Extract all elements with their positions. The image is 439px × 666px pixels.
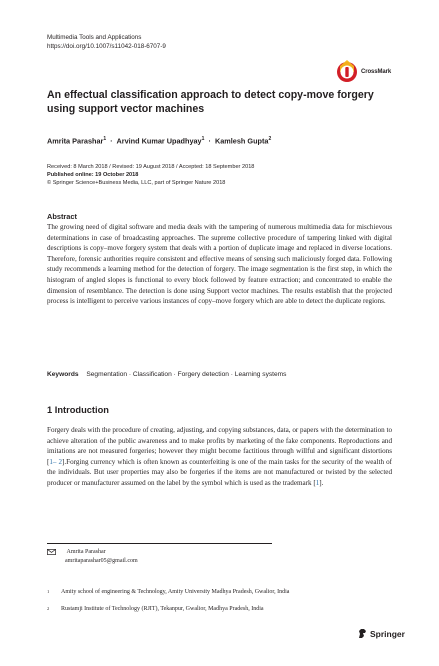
publication-dates bbox=[47, 164, 397, 187]
author-name[interactable]: Amrita Parashar bbox=[47, 136, 104, 146]
history-dates: Received: 8 March 2018 / Revised: 19 August 2018 / Accepted: 18 September 2018 bbox=[47, 164, 255, 170]
abstract-text: The growing need of digital software and media deals with the tampering of numerous multimedia data for mischievous determinations in case of broadcasting approaches. The supreme collective procedure of tampering linked with digital descriptions is copy–move forgery system that deals with a portion of duplicate image and replaced in diverse locations. Therefore, forensic authorities require consistent and effective means of sensing such maliciously forged data. Following study recommends a learning method for the detection of forgery. The image segmentation is the first step, in which the histogram of angled slopes is functional to every block followed by feature extraction; and concentrated to enable the dimension of resemblance. The detection is done using Support vector machines. The results establish that the projected process is intelligent to perceive various instances of copy–move forgery which are able to detect the duplicate regions. bbox=[47, 223, 392, 306]
author-separator: · bbox=[108, 136, 115, 146]
intro-paragraph-part: Forgery deals with the procedure of creating, adjusting, and copying substances, data, or papers with the determination to achieve alteration of the public awareness and to make profits by marketing of the fake components. Reproductions and imitations are not measured forgeries; however they might become factitious through willful and significant distortions [ bbox=[47, 426, 392, 466]
introduction-text bbox=[47, 425, 392, 489]
affiliation bbox=[47, 588, 407, 596]
intro-paragraph-part: ]. bbox=[319, 478, 324, 487]
footnote-divider bbox=[47, 543, 272, 544]
citation-link[interactable]: 1– 2 bbox=[49, 457, 63, 466]
paper-title: An effectual classification approach to detect copy-move forgery using support vector machines bbox=[47, 89, 374, 115]
correspondent-email[interactable]: amritaparashar05@gmail.com bbox=[65, 557, 138, 564]
keywords-heading: Keywords bbox=[47, 371, 79, 378]
abstract-heading: Abstract bbox=[47, 212, 77, 221]
author-name[interactable]: Arvind Kumar Upadhyay bbox=[116, 136, 202, 146]
section-heading-introduction: 1 Introduction bbox=[47, 405, 109, 415]
intro-paragraph-part: ].Forging currency which is often known as counterfeiting is one of the main tasks for the security of the wealth of the individuals. But user properties may also be forgeries if the items are not manufactured or twisted by the selected producer or manufacturer assumed on the label by the symbol which is used as the trademark [ bbox=[47, 457, 392, 487]
published-online: Published online: 19 October 2018 bbox=[47, 171, 139, 178]
author-list bbox=[47, 136, 387, 145]
springer-logo bbox=[357, 628, 405, 639]
author-affiliation-mark: 1 bbox=[103, 136, 107, 142]
correspondent-name: Amrita Parashar bbox=[66, 549, 106, 555]
author-name[interactable]: Kamlesh Gupta bbox=[214, 136, 269, 146]
journal-header bbox=[47, 33, 166, 51]
crossmark-label: CrossMark bbox=[361, 69, 392, 75]
citation-link[interactable]: 1 bbox=[315, 478, 320, 487]
author-affiliation-mark: 2 bbox=[268, 136, 272, 142]
doi-link[interactable]: https://doi.org/10.1007/s11042-018-6707-9 bbox=[47, 43, 166, 50]
keywords-list: Segmentation · Classification · Forgery detection · Learning systems bbox=[86, 371, 287, 378]
copyright-text: Springer Science+Business Media, LLC, part of Springer Nature 2018 bbox=[52, 179, 226, 186]
keywords bbox=[47, 371, 397, 378]
correspondence bbox=[47, 548, 138, 565]
affiliation-text: Amity school of engineering & Technology, Amity University Madhya Pradesh, Gwalior, India bbox=[61, 589, 290, 595]
affiliation bbox=[47, 605, 407, 613]
crossmark-icon bbox=[336, 60, 358, 84]
springer-horse-icon bbox=[357, 628, 368, 639]
affiliation-text: Rustamji Institute of Technology (RJIT), Tekanpur, Gwalior, Madhya Pradesh, India bbox=[61, 606, 264, 612]
author-affiliation-mark: 1 bbox=[201, 136, 205, 142]
springer-wordmark: Springer bbox=[370, 628, 405, 639]
affiliation-number: 2 bbox=[47, 606, 50, 611]
copyright-line bbox=[47, 180, 397, 188]
author-separator: · bbox=[206, 136, 213, 146]
affiliation-number: 1 bbox=[47, 589, 50, 594]
envelope-icon bbox=[47, 549, 56, 555]
copyright-icon: © bbox=[47, 179, 52, 186]
journal-name: Multimedia Tools and Applications bbox=[47, 34, 142, 41]
crossmark-badge[interactable] bbox=[336, 60, 391, 84]
